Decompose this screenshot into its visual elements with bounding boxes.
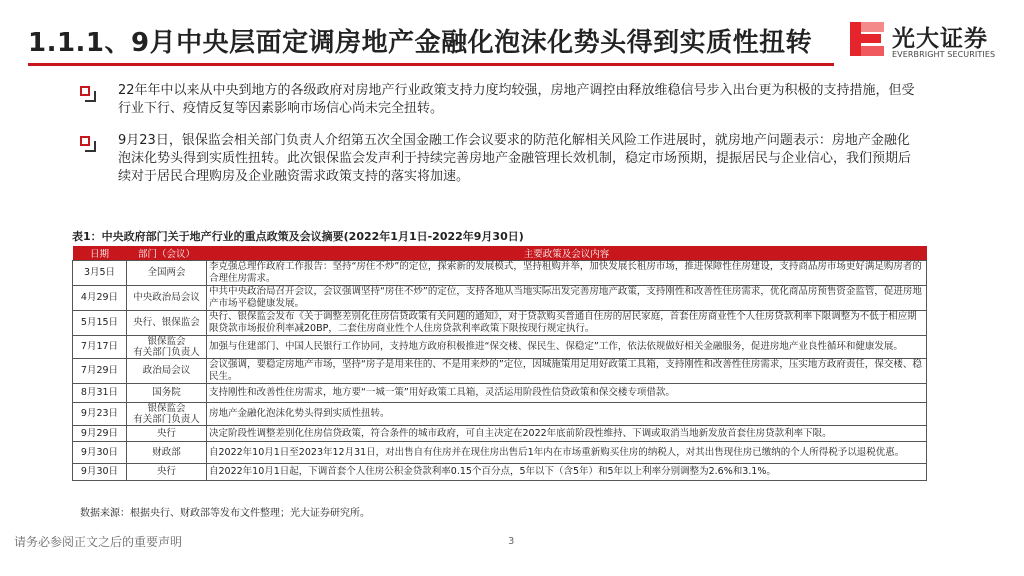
table-row (73, 384, 927, 403)
cell-date: 9月23日 (73, 403, 127, 426)
company-logo (848, 20, 1008, 64)
cell-department: 银保监会 有关部门负责人 (127, 336, 207, 359)
column-header-date: 日期 (73, 246, 127, 261)
square-bullet-icon (80, 86, 96, 102)
cell-department: 银保监会 有关部门负责人 (127, 403, 207, 426)
column-header-department: 部门（会议） (127, 246, 207, 261)
cell-department: 财政部 (127, 442, 207, 464)
cell-content: 决定阶段性调整差别化住房信贷政策，符合条件的城市政府，可自主决定在2022年底前阶段性维持、下调或取消当地新发放首套住房贷款利率下限。 (207, 426, 927, 442)
data-source-note: 数据来源：根据央行、财政部等发布文件整理；光大证券研究所。 (80, 508, 370, 519)
cell-content: 自2022年10月1日至2023年12月31日，对出售自有住房并在现住房出售后1年内在市场重新购买住房的纳税人，对其出售现住房已缴纳的个人所得税予以退税优惠。 (207, 442, 927, 464)
everbright-logo-icon (848, 20, 886, 58)
cell-content: 自2022年10月1日起，下调首套个人住房公积金贷款利率0.15个百分点，5年以下（含5年）和5年以上利率分别调整为2.6%和3.1%。 (207, 464, 927, 481)
logo-name-en: EVERBRIGHT SECURITIES (892, 50, 996, 59)
cell-department: 央行、银保监会 (127, 311, 207, 336)
cell-content: 房地产金融化泡沫化势头得到实质性扭转。 (207, 403, 927, 426)
disclaimer: 请务必参阅正文之后的重要声明 (14, 535, 183, 549)
table-caption: 表1：中央政府部门关于地产行业的重点政策及会议摘要(2022年1月1日-2022年9月30日) (72, 230, 524, 243)
cell-department: 政治局会议 (127, 359, 207, 384)
cell-content: 中共中央政治局召开会议，会议强调坚持“房住不炒”的定位，支持各地从当地实际出发完善房地产政策，支持刚性和改善性住房需求，优化商品房预售资金监管，促进房地产市场平稳健康发展。 (207, 286, 927, 311)
table-row (73, 336, 927, 359)
logo-name-cn: 光大证券 (892, 26, 988, 52)
cell-department: 国务院 (127, 384, 207, 403)
table-row (73, 261, 927, 286)
page-title: 1.1.1、9月中央层面定调房地产金融化泡沫化势头得到实质性扭转 (28, 28, 813, 58)
cell-department: 全国两会 (127, 261, 207, 286)
cell-date: 7月17日 (73, 336, 127, 359)
cell-date: 5月15日 (73, 311, 127, 336)
cell-date: 7月29日 (73, 359, 127, 384)
cell-date: 3月5日 (73, 261, 127, 286)
cell-date: 9月30日 (73, 442, 127, 464)
title-underline (28, 63, 834, 66)
table-row (73, 359, 927, 384)
table-row (73, 442, 927, 464)
table-row (73, 286, 927, 311)
cell-content: 央行、银保监会发布《关于调整差别化住房信贷政策有关问题的通知》，对于贷款购买普通自住房的居民家庭，首套住房商业性个人住房贷款利率下限调整为不低于相应期限贷款市场报价利率减20BP，二套住房商业性个人住房贷款利率政策下限按现行规定执行。 (207, 311, 927, 336)
cell-department: 中央政治局会议 (127, 286, 207, 311)
square-bullet-icon (80, 136, 96, 152)
cell-department: 央行 (127, 426, 207, 442)
cell-date: 9月30日 (73, 464, 127, 481)
page-number: 3 (508, 536, 515, 547)
cell-date: 9月29日 (73, 426, 127, 442)
bullet-paragraph-1: 22年年中以来从中央到地方的各级政府对房地产行业政策支持力度均较强，房地产调控由释放维稳信号步入出台更为积极的支持措施，但受行业下行、疫情反复等因素影响市场信心尚未完全扭转。 (118, 83, 915, 116)
table-header-row (73, 246, 927, 261)
cell-content: 加强与住建部门、中国人民银行工作协同，支持地方政府积极推进“保交楼、保民生、保稳定”工作，依法依规做好相关金融服务，促进房地产业良性循环和健康发展。 (207, 336, 927, 359)
bullet-paragraph-2: 9月23日，银保监会相关部门负责人介绍第五次全国金融工作会议要求的防范化解相关风险工作进展时，就房地产问题表示：房地产金融化泡沫化势头得到实质性扭转。此次银保监会发声利于持续完善房地产金融管理长效机制，稳定市场预期，提振居民与企业信心，我们预期后续对于居民合理购房及企业融资需求政策支持的落实将加速。 (118, 133, 912, 184)
table-row (73, 311, 927, 336)
cell-content: 李克强总理作政府工作报告：坚持“房住不炒”的定位，探索新的发展模式，坚持租购并举，加快发展长租房市场，推进保障性住房建设，支持商品房市场更好满足购房者的合理住房需求。 (207, 261, 927, 286)
table-row (73, 464, 927, 481)
cell-content: 会议强调，要稳定房地产市场，坚持“房子是用来住的、不是用来炒的”定位，因城施策用足用好政策工具箱，支持刚性和改善性住房需求，压实地方政府责任，保交楼、稳民生。 (207, 359, 927, 384)
cell-date: 4月29日 (73, 286, 127, 311)
cell-content: 支持刚性和改善性住房需求，地方要“一城一策”用好政策工具箱，灵活运用阶段性信贷政策和保交楼专项借款。 (207, 384, 927, 403)
table-row (73, 426, 927, 442)
policy-table (72, 246, 927, 481)
table-row (73, 403, 927, 426)
cell-date: 8月31日 (73, 384, 127, 403)
cell-department: 央行 (127, 464, 207, 481)
column-header-content: 主要政策及会议内容 (207, 246, 927, 261)
